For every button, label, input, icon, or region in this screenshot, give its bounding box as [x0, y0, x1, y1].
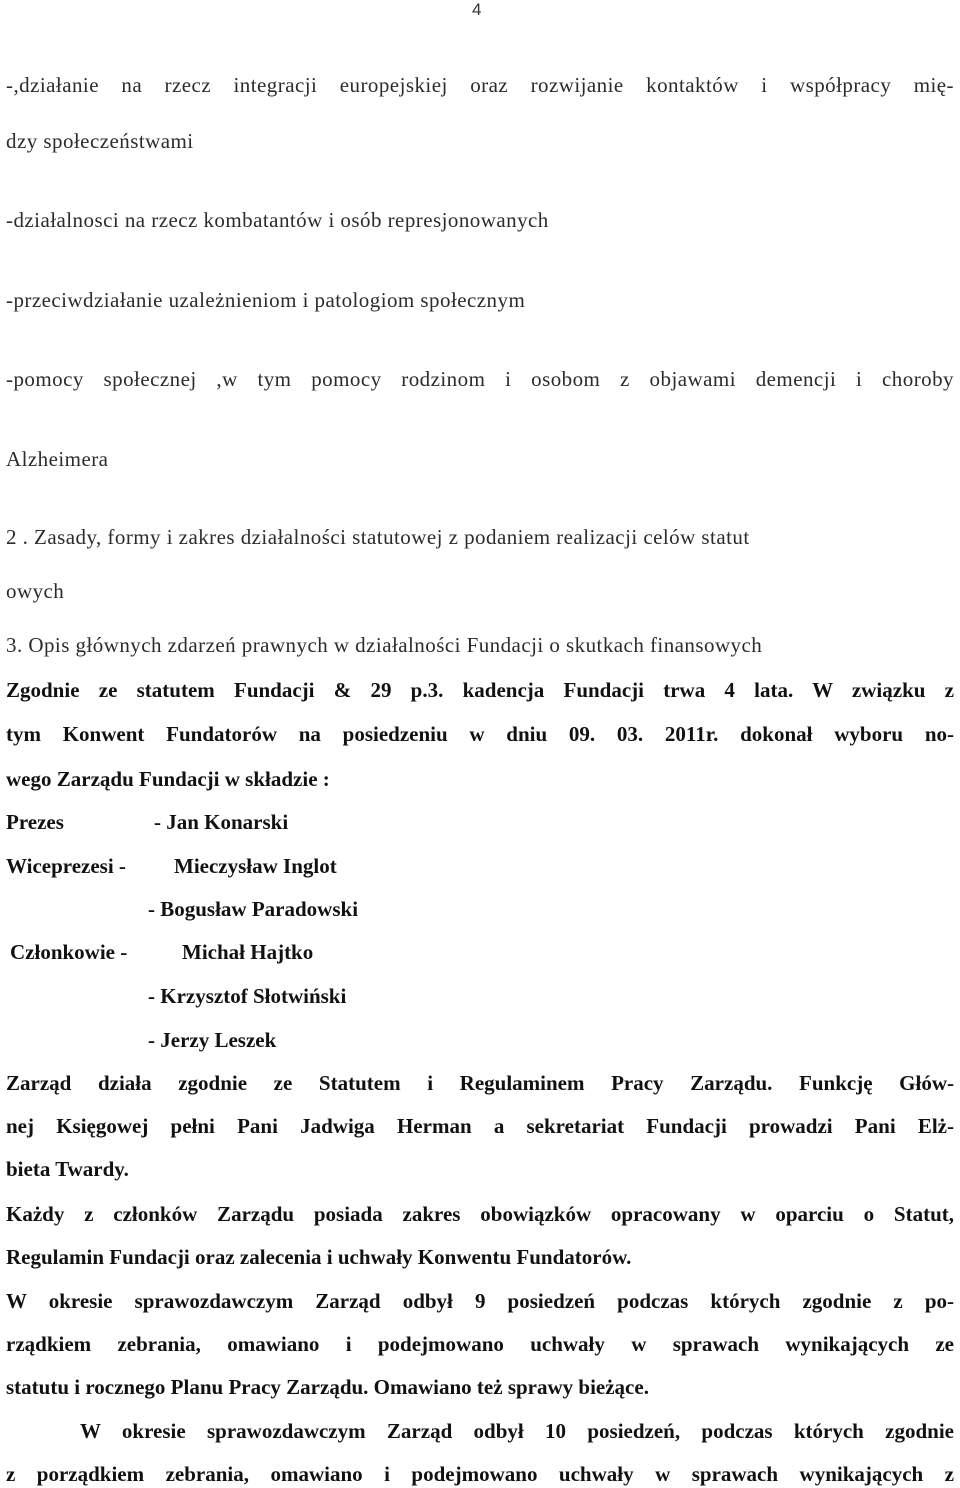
paragraph-line: Zarząd działa zgodnie ze Statutem i Regulaminem Pracy Zarządu. Funkcję Głów-	[6, 1071, 954, 1095]
board-row-czlonkowie	[10, 939, 313, 965]
section-2-line: 2 . Zasady, formy i zakres działalności statutowej z podaniem realizacji celów statut	[6, 525, 750, 549]
paragraph-line: W okresie sprawozdawczym Zarząd odbył 10 posiedzeń, podczas których zgodnie	[80, 1419, 954, 1443]
board-member: Mieczysław Inglot	[174, 854, 337, 878]
list-item: dzy społeczeństwami	[6, 129, 194, 153]
paragraph-line: z porządkiem zebrania, omawiano i podejmowano uchwały w sprawach wynikających z	[6, 1462, 954, 1486]
section-3-heading: 3. Opis głównych zdarzeń prawnych w działalności Fundacji o skutkach finansowych	[6, 633, 763, 657]
paragraph-line: Zgodnie ze statutem Fundacji & 29 p.3. kadencja Fundacji trwa 4 lata. W związku z	[6, 678, 954, 702]
board-role: Wiceprezesi -	[6, 854, 126, 878]
paragraph-line: bieta Twardy.	[6, 1157, 129, 1181]
list-item: -przeciwdziałanie uzależnieniom i patologiom społecznym	[6, 288, 526, 312]
page-number: 4	[472, 0, 482, 19]
board-row-wiceprezesi	[6, 853, 337, 879]
list-item: Alzheimera	[6, 447, 109, 471]
board-member: - Bogusław Paradowski	[148, 897, 359, 921]
board-role: Członkowie -	[10, 940, 128, 964]
paragraph-line: wego Zarządu Fundacji w składzie :	[6, 767, 330, 791]
board-row-prezes	[6, 809, 288, 835]
paragraph-line: Regulamin Fundacji oraz zalecenia i uchwały Konwentu Fundatorów.	[6, 1245, 632, 1269]
list-item: -pomocy społecznej ,w tym pomocy rodzinom i osobom z objawami demencji i choroby	[6, 367, 954, 391]
paragraph-line: W okresie sprawozdawczym Zarząd odbył 9 posiedzeń podczas których zgodnie z po-	[6, 1289, 954, 1313]
board-role: Prezes	[6, 810, 64, 834]
paragraph-line: rządkiem zebrania, omawiano i podejmowano uchwały w sprawach wynikających ze	[6, 1332, 954, 1356]
paragraph-line: Każdy z członków Zarządu posiada zakres obowiązków opracowany w oparciu o Statut,	[6, 1202, 954, 1226]
list-item: -działalnosci na rzecz kombatantów i osób represjonowanych	[6, 208, 549, 232]
board-member: - Jan Konarski	[154, 810, 289, 834]
board-member: - Jerzy Leszek	[148, 1028, 277, 1052]
section-2-line: owych	[6, 579, 65, 603]
board-member: - Krzysztof Słotwiński	[148, 984, 347, 1008]
paragraph-line: nej Księgowej pełni Pani Jadwiga Herman a sekretariat Fundacji prowadzi Pani Elż-	[6, 1114, 954, 1138]
list-item: -,działanie na rzecz integracji europejskiej oraz rozwijanie kontaktów i współpracy mię-	[6, 73, 954, 97]
paragraph-line: tym Konwent Fundatorów na posiedzeniu w dniu 09. 03. 2011r. dokonał wyboru no-	[6, 722, 954, 746]
paragraph-line: statutu i rocznego Planu Pracy Zarządu. Omawiano też sprawy bieżące.	[6, 1375, 649, 1399]
board-member: Michał Hajtko	[182, 940, 314, 964]
